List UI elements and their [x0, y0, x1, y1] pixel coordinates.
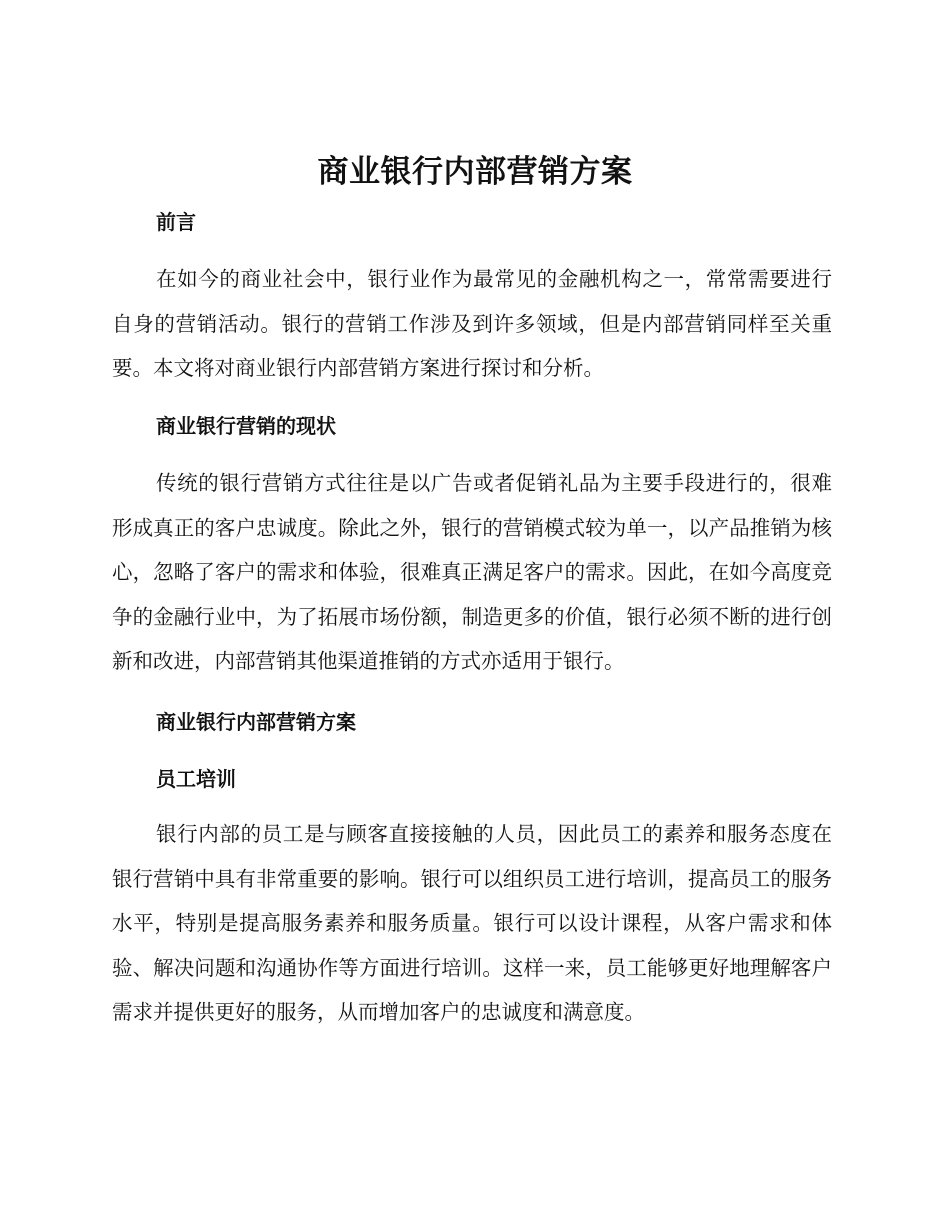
- paragraph-staff-training: 银行内部的员工是与顾客直接接触的人员，因此员工的素养和服务态度在银行营销中具有非常重要的影响。银行可以组织员工进行培训，提高员工的服务水平，特别是提高服务素养和服务质量。银行可以设计课程，从客户需求和体验、解决问题和沟通协作等方面进行培训。这样一来，员工能够更好地理解客户需求并提供更好的服务，从而增加客户的忠诚度和满意度。: [112, 822, 832, 1024]
- section-heading-staff-training: 员工培训: [156, 767, 236, 791]
- section-heading-preface: 前言: [156, 210, 196, 234]
- document-title: 商业银行内部营销方案: [317, 154, 633, 190]
- section-heading-current-status: 商业银行营销的现状: [156, 414, 336, 438]
- section-heading-internal-marketing-plan: 商业银行内部营销方案: [156, 710, 356, 734]
- paragraph-current-status: 传统的银行营销方式往往是以广告或者促销礼品为主要手段进行的，很难形成真正的客户忠诚度。除此之外，银行的营销模式较为单一，以产品推销为核心，忽略了客户的需求和体验，很难真正满足客户的需求。因此，在如今高度竞争的金融行业中，为了拓展市场份额，制造更多的价值，银行必须不断的进行创新和改进，内部营销其他渠道推销的方式亦适用于银行。: [112, 471, 832, 673]
- paragraph-preface: 在如今的商业社会中，银行业作为最常见的金融机构之一，常常需要进行自身的营销活动。银行的营销工作涉及到许多领域，但是内部营销同样至关重要。本文将对商业银行内部营销方案进行探讨和分析。: [112, 267, 832, 380]
